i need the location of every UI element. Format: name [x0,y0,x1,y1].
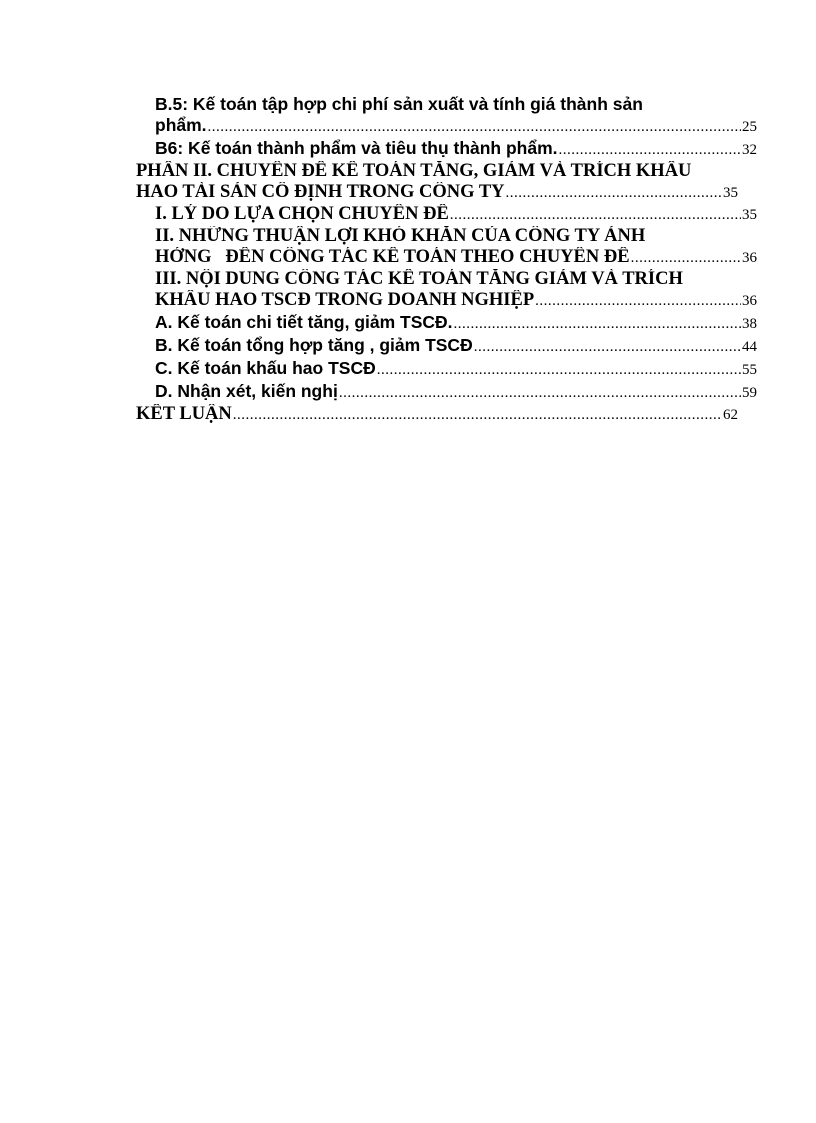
dot-leader [450,205,741,226]
toc-entry-title: D. Nhận xét, kiến nghị [155,381,338,401]
toc-entry-title: II. NHỮNG THUẬN LỢI KHÓ KHĂN CỦA CÔNG TY ẢNH [155,226,646,246]
toc-entry-title: I. LÝ DO LỰA CHỌN CHUYÊN ĐỀ [155,204,449,224]
toc-entry-b-line [155,335,757,358]
toc-entry-conclusion[interactable] [136,404,738,426]
dot-leader [339,383,741,404]
dot-leader [474,337,741,358]
toc-entry-title: B6: Kế toán thành phẩm và tiêu thụ thành phẩm. [155,138,558,158]
toc-entry-title: B. Kế toán tổng hợp tăng , giảm TSCĐ [155,335,473,355]
dot-leader [454,314,741,335]
toc-entry-title: III. NỘI DUNG CÔNG TÁC KẾ TOÁN TĂNG GIẢM VÀ TRÍCH [155,269,683,289]
page-number: 35 [723,185,738,201]
toc-entry-section-3-line1 [155,269,757,290]
dot-leader [506,183,722,204]
toc-entry-b6[interactable] [136,138,757,161]
toc-entry-section-3[interactable] [136,269,757,312]
toc-entry-part-2-line1 [136,161,738,182]
toc-entry-a-line [155,312,757,335]
toc-entry-title-cont: phẩm. [155,115,207,135]
toc-entry-title: C. Kế toán khấu hao TSCĐ [155,358,376,378]
page-number: 59 [742,385,757,401]
toc-entry-section-3-line2 [155,290,757,312]
toc-entry-b5[interactable] [136,94,757,138]
dot-leader [208,117,741,138]
toc-entry-section-1-line [155,204,757,226]
toc-entry-conclusion-line [136,404,738,426]
toc-entry-section-2[interactable] [136,226,757,269]
toc-entry-d-line [155,381,757,404]
dot-leader [377,360,741,381]
dot-leader [631,248,741,269]
toc-entry-title-cont: KHẤU HAO TSCĐ TRONG DOANH NGHIỆP [155,290,535,310]
page-number: 38 [742,316,757,332]
toc-entry-section-1[interactable] [136,204,757,226]
page-number: 62 [723,407,738,423]
dot-leader [233,405,722,426]
toc-entry-section-2-line2 [155,247,757,269]
toc-entry-part-2[interactable] [136,161,738,204]
toc-entry-title-cont: HỞNG ĐẾN CÔNG TÁC KẾ TOÁN THEO CHUYÊN ĐỀ [155,247,630,267]
toc-entry-d[interactable] [136,381,757,404]
page-number: 55 [742,362,757,378]
dot-leader [559,140,741,161]
toc-entry-a[interactable] [136,312,757,335]
toc-entry-b5-line2 [155,115,757,138]
dot-leader [535,291,741,312]
toc-entry-b5-line1 [155,94,757,115]
toc-entry-title: A. Kế toán chi tiết tăng, giảm TSCĐ. [155,312,453,332]
page-number: 36 [742,293,757,309]
toc-entry-b[interactable] [136,335,757,358]
table-of-contents [136,94,757,426]
toc-entry-c-line [155,358,757,381]
toc-entry-c[interactable] [136,358,757,381]
toc-entry-title: PHẦN II. CHUYÊN ĐỀ KẾ TOÁN TĂNG, GIẢM VÀ TRÍCH KHẤU [136,161,692,181]
toc-entry-title: KẾT LUẬN [136,404,232,424]
page-number: 44 [742,339,757,355]
page-number: 32 [742,142,757,158]
page-number: 36 [742,250,757,266]
page-number: 25 [742,119,757,135]
toc-entry-part-2-line2 [136,182,738,204]
toc-entry-title-cont: HAO TÀI SẢN CỐ ĐỊNH TRONG CÔNG TY [136,182,505,202]
toc-entry-section-2-line1 [155,226,757,247]
toc-entry-title: B.5: Kế toán tập hợp chi phí sản xuất và tính giá thành sản [155,94,643,114]
toc-entry-b6-line [155,138,757,161]
page-number: 35 [742,207,757,223]
